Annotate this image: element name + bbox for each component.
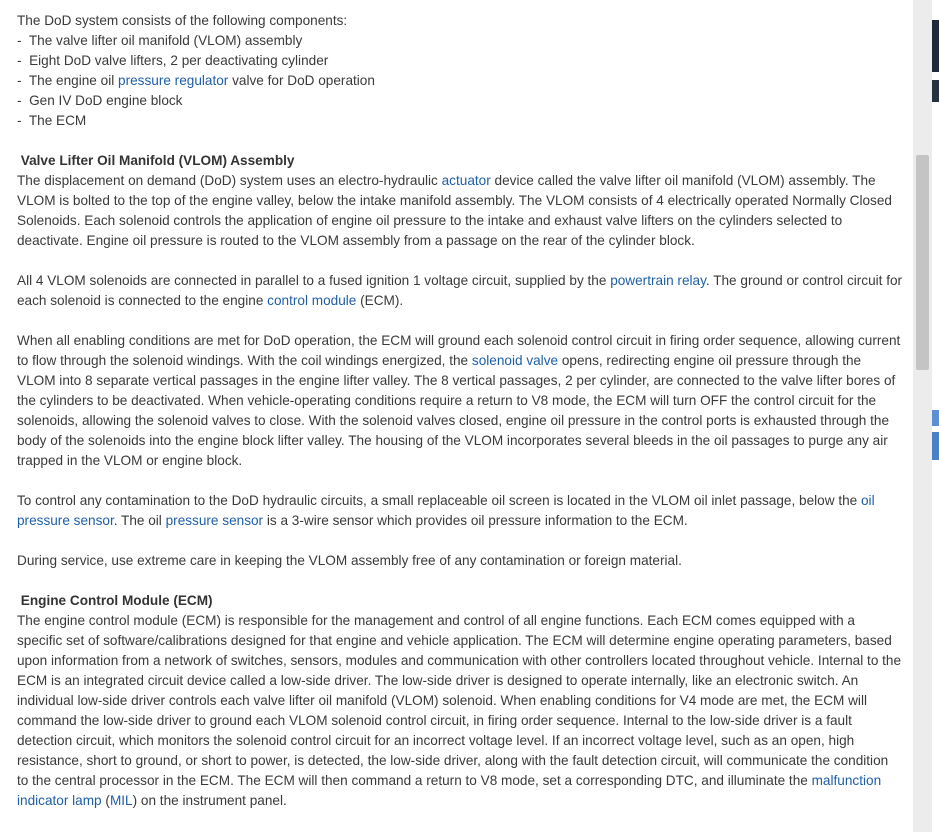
list-item-text: - The valve lifter oil manifold (VLOM) assembly (17, 33, 303, 48)
vlom-paragraph-3 (17, 331, 903, 471)
background-window-edge (932, 410, 939, 426)
paragraph-text: . The ground or control circuit for each solenoid is connected to the engine (17, 273, 903, 308)
paragraph-text: is a 3-wire sensor which provides oil pressure information to the ECM. (263, 513, 688, 528)
ecm-heading-text: Engine Control Module (ECM) (20, 593, 213, 608)
ecm-paragraph-1 (17, 611, 903, 811)
mil-link[interactable]: MIL (109, 793, 133, 808)
background-window-edge (932, 432, 939, 460)
paragraph-text: The displacement on demand (DoD) system uses an electro-hydraulic (17, 173, 442, 188)
vertical-scrollbar[interactable] (913, 0, 932, 832)
component-list-item (17, 111, 903, 131)
powertrain-relay-link[interactable]: powertrain relay (610, 273, 706, 288)
list-item-text: - Eight DoD valve lifters, 2 per deactivating cylinder (17, 53, 329, 68)
paragraph-text: device called the valve lifter oil manifold (VLOM) assembly. The VLOM is bolted to the top of the engine valley, below the intake manifold assembly. The VLOM consists of 4 electrically operated Normally Closed Solenoids. Each solenoid controls the application of engine oil pressure to the intake and exhaust valve lifters on the cylinders selected to deactivate. Engine oil pressure is routed to the VLOM assembly from a passage on the rear of the cylinder block. (17, 173, 892, 248)
paragraph-text: ) on the instrument panel. (132, 793, 287, 808)
paragraph-text: . The oil (113, 513, 166, 528)
document-content (17, 11, 903, 811)
vlom-paragraph-4 (17, 491, 903, 531)
control-module-link[interactable]: control module (267, 293, 357, 308)
component-list-item (17, 91, 903, 111)
list-item-text: - The engine oil (17, 73, 119, 88)
actuator-link[interactable]: actuator (441, 173, 491, 188)
intro-line: The DoD system consists of the following components: (17, 13, 348, 28)
paragraph-text: When all enabling conditions are met for DoD operation, the ECM will ground each solenoid control circuit in firing order sequence, allowing current to flow through the solenoid windings. With the coil windings energized, the (17, 333, 901, 368)
vlom-heading (17, 151, 903, 171)
pressure-regulator-link[interactable]: pressure regulator (118, 73, 229, 88)
list-item-text: - Gen IV DoD engine block (17, 93, 183, 108)
paragraph-text: opens, redirecting engine oil pressure through the VLOM into 8 separate vertical passages in the engine lifter valley. The 8 vertical passages, 2 per cylinder, are connected to the valve lifter bores of the cylinders to be deactivated. When vehicle-operating conditions require a return to V8 mode, the ECM will turn OFF the control circuit for the solenoids, allowing the solenoid valves to close. With the solenoid valves closed, engine oil pressure in the control ports is exhausted through the body of the solenoids into the engine block lifter valley. The housing of the VLOM incorporates several bleeds in the oil passages to purge any air trapped in the VLOM or engine block. (17, 353, 896, 468)
paragraph-text: All 4 VLOM solenoids are connected in parallel to a fused ignition 1 voltage circuit, supplied by the (17, 273, 611, 288)
vlom-paragraph-5: During service, use extreme care in keeping the VLOM assembly free of any contamination or foreign material. (17, 553, 682, 568)
component-list-item (17, 71, 903, 91)
background-window-edge (932, 20, 939, 72)
paragraph-text: The engine control module (ECM) is responsible for the management and control of all engine functions. Each ECM comes equipped with a specific set of software/calibrations designed for that engine and vehicle application. The ECM will determine engine operating parameters, based upon information from a network of switches, sensors, modules and communication with other controllers located throughout vehicle. Internal to the ECM is an integrated circuit device called a low-side driver. The low-side driver is designed to operate internally, like an electronic switch. An individual low-side driver controls each valve lifter oil manifold (VLOM) solenoid. When enabling conditions for V4 mode are met, the ECM will command the low-side driver to ground each VLOM solenoid control circuit, in firing order sequence. Internal to the low-side driver is a fault detection circuit, which monitors the solenoid control circuit for an incorrect voltage level. If an incorrect voltage level, such as an open, high resistance, short to ground, or short to power, is detected, the low-side driver, along with the fault detection circuit, will communicate the condition to the central processor in the ECM. The ECM will then command a return to V8 mode, set a corresponding DTC, and illuminate the (17, 613, 902, 788)
pressure-sensor-link[interactable]: pressure sensor (165, 513, 264, 528)
solenoid-valve-link[interactable]: solenoid valve (471, 353, 559, 368)
background-window-edge (932, 80, 939, 102)
vlom-heading-text: Valve Lifter Oil Manifold (VLOM) Assembly (20, 153, 295, 168)
component-list-item (17, 51, 903, 71)
vlom-paragraph-1 (17, 171, 903, 251)
oil-pressure-sensor-link[interactable]: oil pressure sensor (17, 493, 875, 528)
paragraph-text: To control any contamination to the DoD hydraulic circuits, a small replaceable oil screen is located in the VLOM oil inlet passage, below the (17, 493, 861, 508)
paragraph-text: ( (101, 793, 110, 808)
list-item-text: - The ECM (17, 113, 87, 128)
malfunction-indicator-lamp-link[interactable]: malfunction indicator lamp (17, 773, 882, 808)
list-item-text: valve for DoD operation (228, 73, 375, 88)
component-list-item (17, 31, 903, 51)
vlom-paragraph-2 (17, 271, 903, 311)
scrollbar-thumb[interactable] (916, 155, 929, 370)
ecm-heading (17, 591, 903, 611)
paragraph-text: (ECM). (356, 293, 404, 308)
